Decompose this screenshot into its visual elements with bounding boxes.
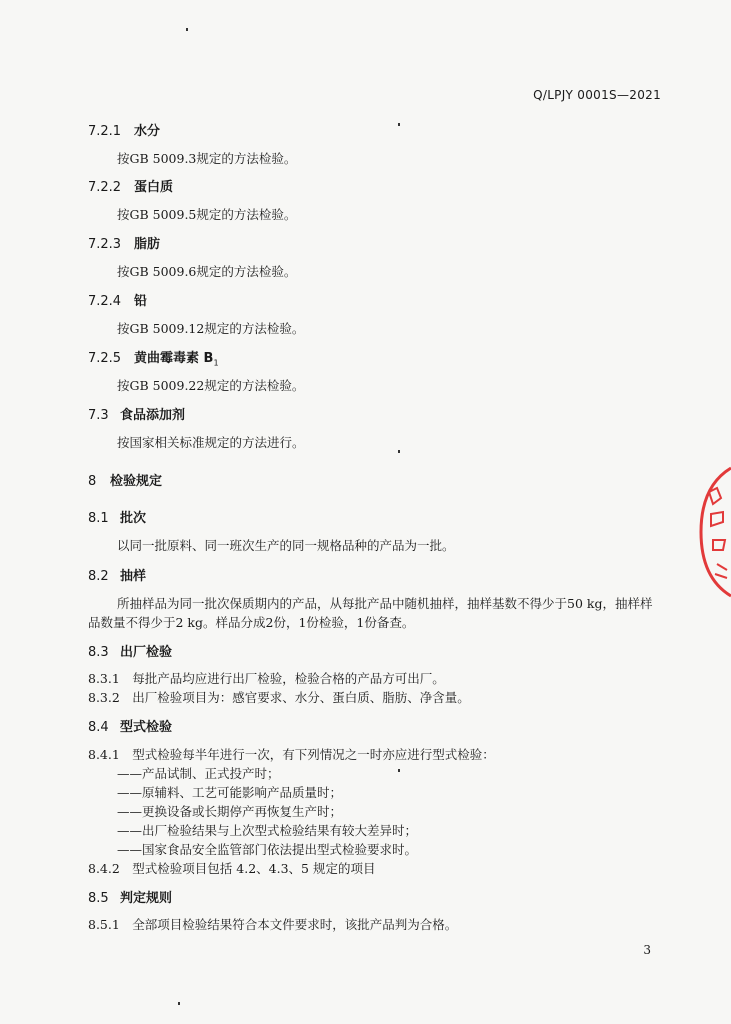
heading-title: 铅 [134,294,148,309]
scan-speck [398,123,400,126]
heading-8-4 [88,716,172,735]
heading-title: 出厂检验 [120,645,173,660]
heading-title: 抽样 [120,569,147,584]
heading-number: 8 [88,474,97,489]
heading-title: 蛋白质 [134,180,174,195]
paragraph-7-2-1: 按GB 5009.3规定的方法检验。 [117,151,297,166]
paragraph-7-2-4: 按GB 5009.12规定的方法检验。 [117,321,305,336]
heading-number: 7.2.1 [88,124,122,139]
heading-number: 7.2.4 [88,294,122,309]
paragraph-7-2-2: 按GB 5009.5规定的方法检验。 [117,207,297,222]
heading-title: 水分 [134,124,161,139]
heading-8-5 [88,887,172,906]
heading-8-1 [88,507,146,526]
paragraph-8-2-line2: 品数量不得少于2 kg。样品分成2份，1份检验，1份备查。 [88,615,415,630]
heading-number: 8.2 [88,569,109,584]
scan-speck [186,28,188,31]
heading-number: 8.4 [88,720,109,735]
clause-8-5-1: 8.5.1 全部项目检验结果符合本文件要求时，该批产品判为合格。 [88,917,458,932]
paragraph-7-3: 按国家相关标准规定的方法进行。 [117,435,305,450]
clause-8-4-1: 8.4.1 型式检验每半年进行一次，有下列情况之一时亦应进行型式检验： [88,747,495,762]
heading-title: 判定规则 [120,891,173,906]
heading-number: 8.1 [88,511,109,526]
list-item: ——产品试制、正式投产时； [117,766,280,781]
heading-title: 检验规定 [110,474,163,489]
heading-7-2-5 [88,347,219,368]
paragraph-8-1: 以同一批原料、同一班次生产的同一规格品种的产品为一批。 [117,538,455,553]
heading-number: 7.2.3 [88,237,122,252]
list-item: ——原辅料、工艺可能影响产品质量时； [117,785,343,800]
heading-subscript: 1 [213,358,219,368]
heading-number: 7.3 [88,408,109,423]
heading-8-2 [88,565,146,584]
heading-7-2-4 [88,290,147,309]
seal-stamp-icon [697,462,731,602]
heading-number: 8.5 [88,891,109,906]
clause-8-3-1: 8.3.1 每批产品均应进行出厂检验，检验合格的产品方可出厂。 [88,671,445,686]
heading-number: 7.2.2 [88,180,122,195]
heading-8 [88,470,162,489]
heading-title: 批次 [120,511,147,526]
heading-8-3 [88,641,172,660]
list-item: ——更换设备或长期停产再恢复生产时； [117,804,343,819]
company-seal-partial [697,462,731,602]
scan-speck [398,450,400,453]
scan-speck [178,1002,180,1005]
paragraph-7-2-3: 按GB 5009.6规定的方法检验。 [117,264,297,279]
scan-speck [398,769,400,772]
heading-number: 7.2.5 [88,351,122,366]
heading-title: 食品添加剂 [120,408,186,423]
heading-title: 脂肪 [134,237,161,252]
heading-7-2-1 [88,120,160,139]
heading-7-2-3 [88,233,160,252]
list-item: ——国家食品安全监管部门依法提出型式检验要求时。 [117,842,418,857]
heading-title: 黄曲霉毒素 B [134,351,214,366]
clause-8-3-2: 8.3.2 出厂检验项目为：感官要求、水分、蛋白质、脂肪、净含量。 [88,690,470,705]
document-code: Q/LPJY 0001S—2021 [533,88,661,102]
list-item: ——出厂检验结果与上次型式检验结果有较大差异时； [117,823,418,838]
heading-title: 型式检验 [120,720,173,735]
page-number: 3 [643,943,651,957]
paragraph-8-2-line1: 所抽样品为同一批次保质期内的产品，从每批产品中随机抽样，抽样基数不得少于50 kg，抽样样 [117,596,653,611]
clause-8-4-2: 8.4.2 型式检验项目包括 4.2、4.3、5 规定的项目 [88,861,376,876]
paragraph-7-2-5: 按GB 5009.22规定的方法检验。 [117,378,305,393]
heading-7-3 [88,404,185,423]
heading-number: 8.3 [88,645,109,660]
heading-7-2-2 [88,176,173,195]
